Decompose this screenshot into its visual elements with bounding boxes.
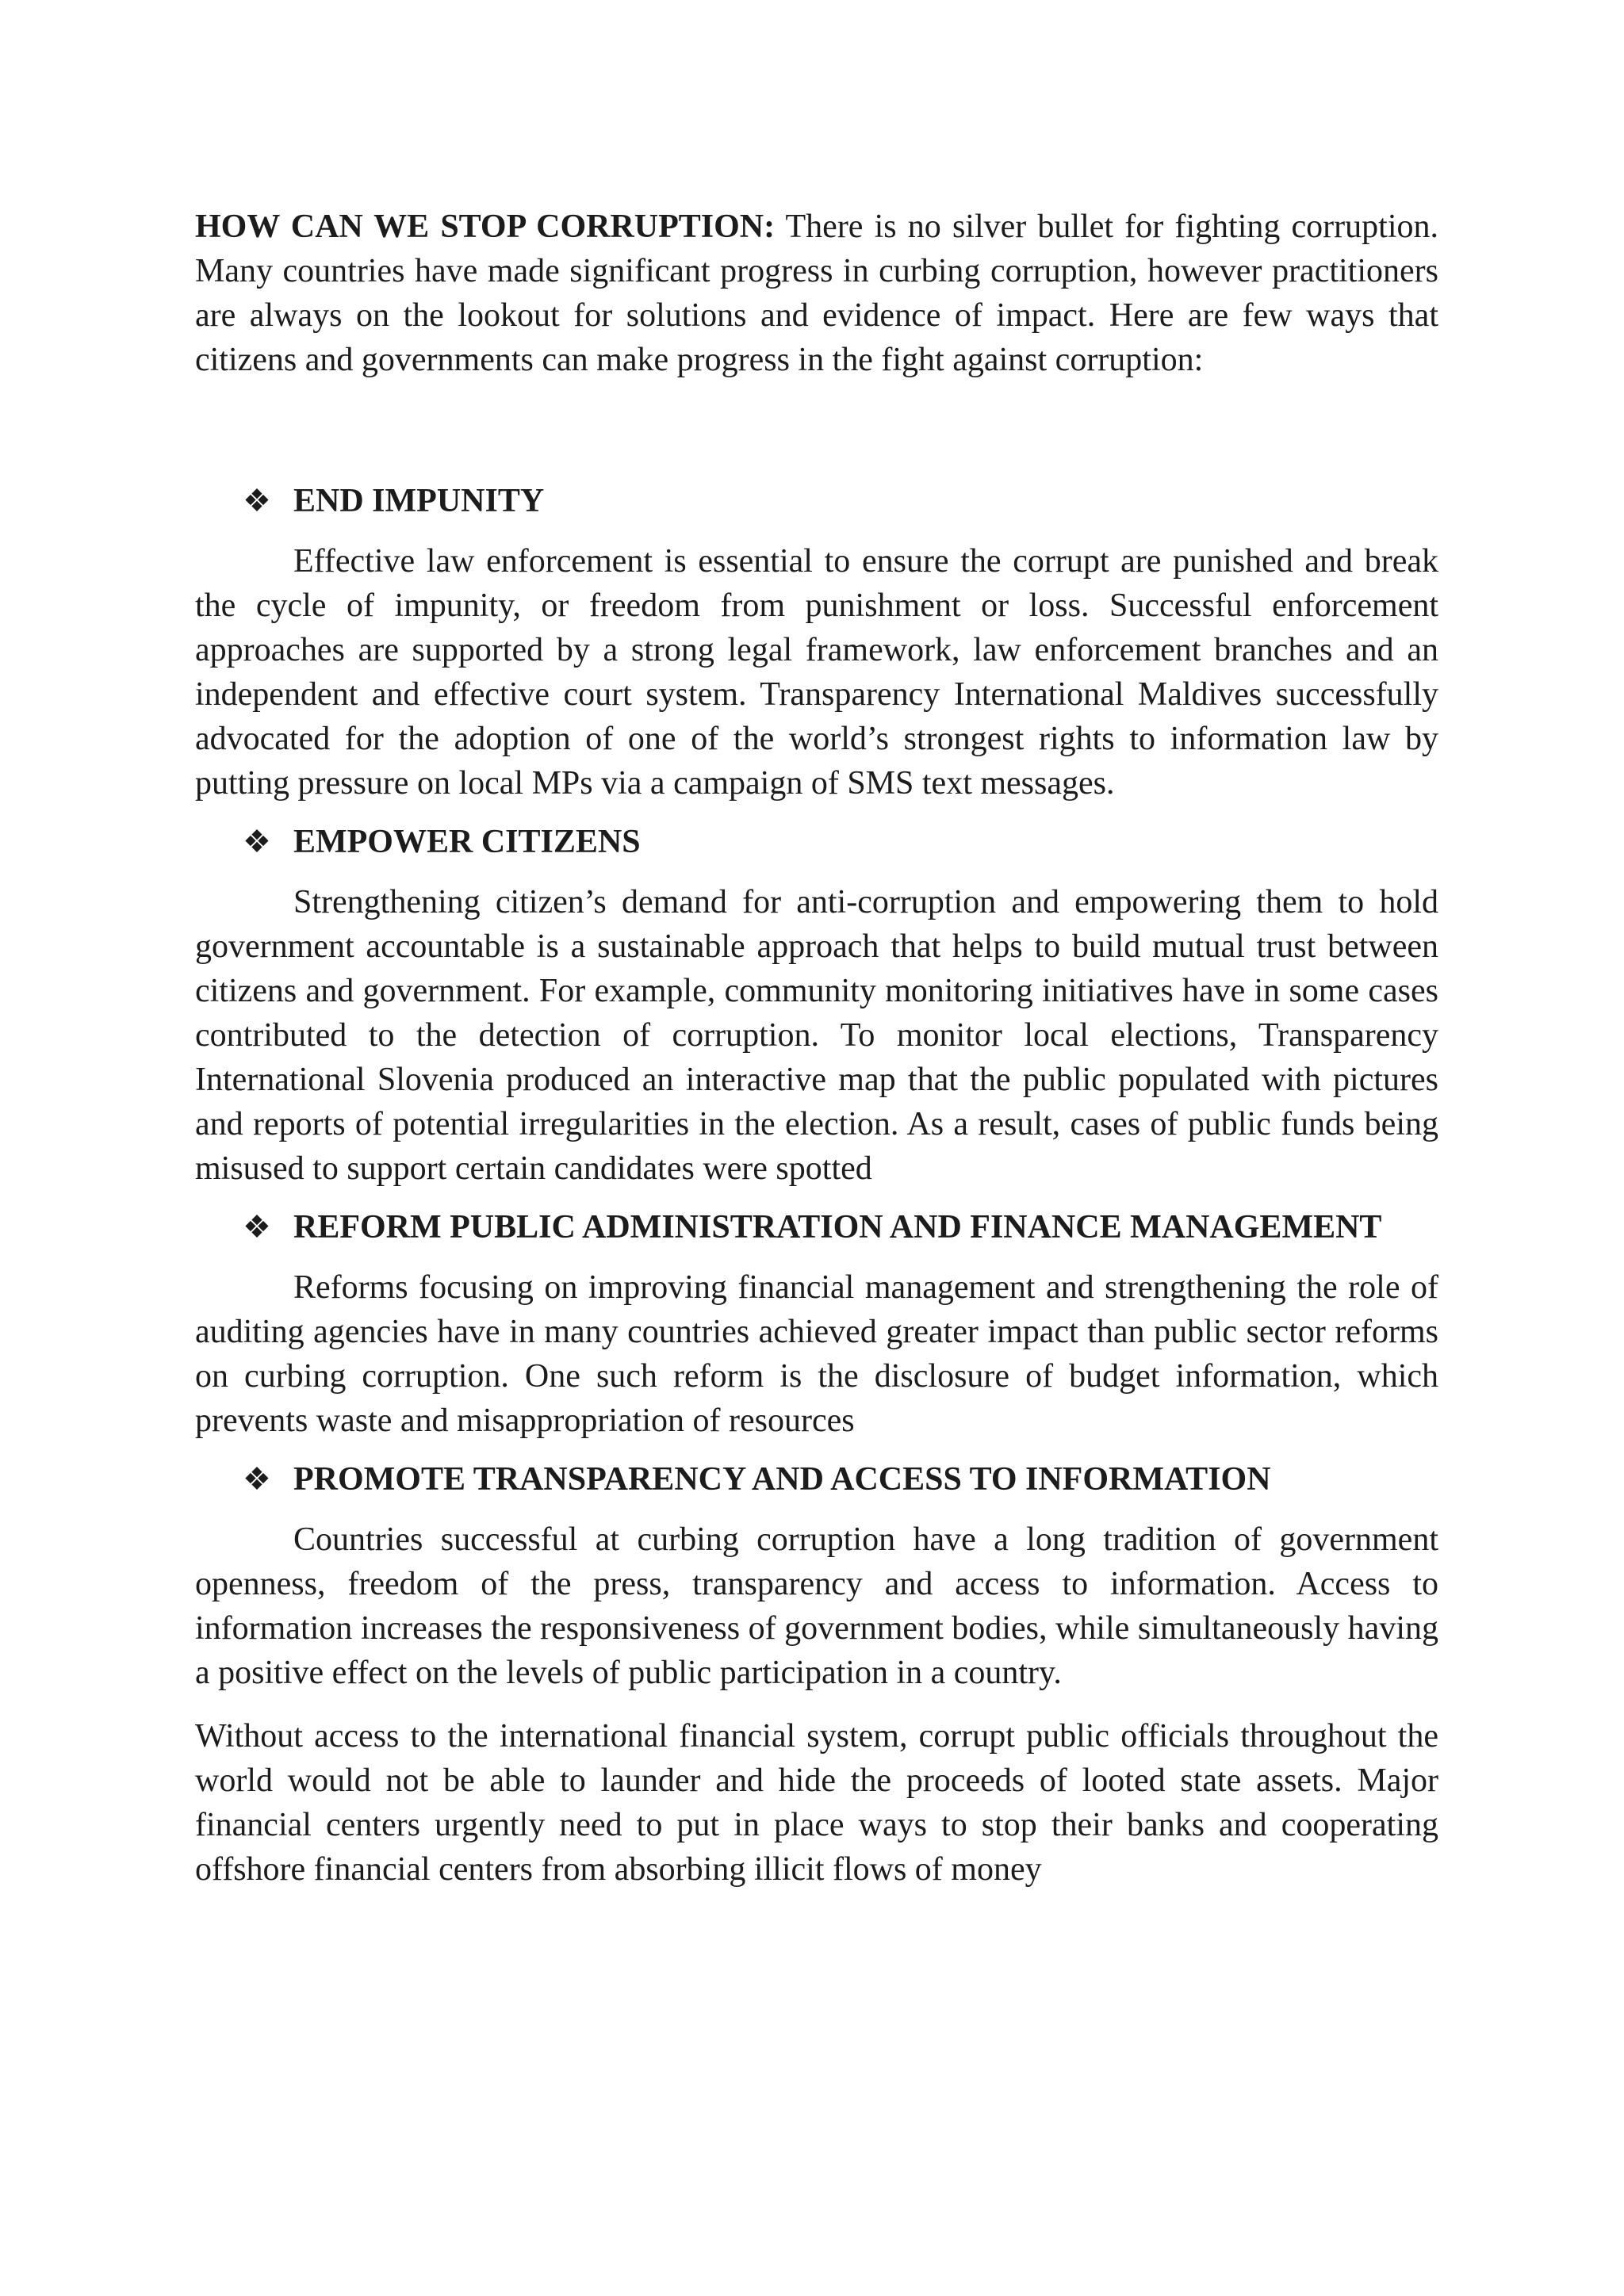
intro-text: There is no silver bullet for fighting corruption. Many countries have made significant progress in curbing corruption, however practitioners are always on the lookout for solutions and evidence of impact. Here are few ways that citizens and governments can make progress in the fight against corruption: xyxy=(195,209,1438,378)
section-body: Strengthening citizen’s demand for anti-corruption and empowering them to hold government accountable is a sustainable approach that helps to build mutual trust between citizens and government. For example, community monitoring initiatives have in some cases contributed to the detection of corruption. To monitor local elections, Transparency International Slovenia produced an interactive map that the public populated with pictures and reports of potential irregularities in the election. As a result, cases of public funds being misused to support certain candidates were spotted xyxy=(195,884,1438,1187)
section-heading xyxy=(195,1457,1438,1502)
intro-heading: HOW CAN WE STOP CORRUPTION: xyxy=(195,209,776,245)
section-reform-public-administration xyxy=(195,1205,1438,1443)
section-heading-text: END IMPUNITY xyxy=(293,483,545,519)
closing-paragraph: Without access to the international financial system, corrupt public officials throughout the world would not be able to launder and hide the proceeds of looted state assets. Major financial centers urgently need to put in place ways to stop their banks and cooperating offshore financial centers from absorbing illicit flows of money xyxy=(195,1718,1438,1888)
diamond-bullet-icon: ❖ xyxy=(243,483,271,519)
diamond-bullet-icon: ❖ xyxy=(243,1209,271,1245)
document-page xyxy=(195,205,1438,1892)
section-promote-transparency xyxy=(195,1457,1438,1695)
section-heading-text: EMPOWER CITIZENS xyxy=(293,824,641,860)
section-body: Reforms focusing on improving financial management and strengthening the role of auditing agencies have in many countries achieved greater impact than public sector reforms on curbing corruption. One such reform is the disclosure of budget information, which prevents waste and misappropriation of resources xyxy=(195,1269,1438,1439)
section-end-impunity xyxy=(195,479,1438,806)
section-heading-text: REFORM PUBLIC ADMINISTRATION AND FINANCE MANAGEMENT xyxy=(293,1209,1382,1246)
diamond-bullet-icon: ❖ xyxy=(243,1461,271,1497)
section-heading-text: PROMOTE TRANSPARENCY AND ACCESS TO INFORMATION xyxy=(293,1461,1271,1498)
section-heading xyxy=(195,479,1438,523)
intro-paragraph xyxy=(195,205,1438,382)
section-heading xyxy=(195,1205,1438,1249)
diamond-bullet-icon: ❖ xyxy=(243,824,271,859)
section-empower-citizens xyxy=(195,820,1438,1191)
section-heading xyxy=(195,820,1438,864)
section-body: Effective law enforcement is essential to ensure the corrupt are punished and break the cycle of impunity, or freedom from punishment or loss. Successful enforcement approaches are supported by a strong legal framework, law enforcement branches and an independent and effective court system. Transparency International Maldives successfully advocated for the adoption of one of the world’s strongest rights to information law by putting pressure on local MPs via a campaign of SMS text messages. xyxy=(195,543,1438,802)
section-body: Countries successful at curbing corruption have a long tradition of government openness, freedom of the press, transparency and access to information. Access to information increases the responsiveness of government bodies, while simultaneously having a positive effect on the levels of public participation in a country. xyxy=(195,1521,1438,1691)
